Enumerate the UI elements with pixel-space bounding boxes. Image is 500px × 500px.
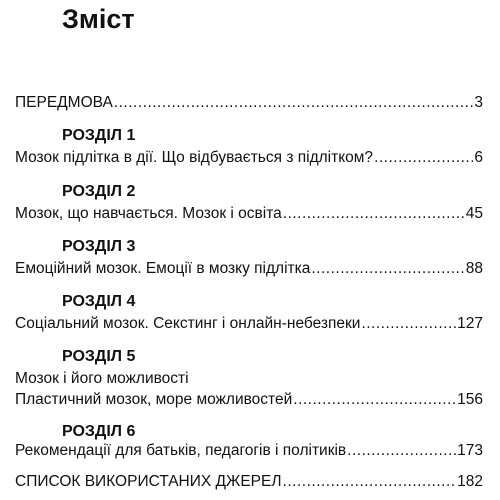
toc-entry-label: ПЕРЕДМОВА [15, 94, 113, 111]
toc-entry-label: Рекомендації для батьків, педагогів і політиків [15, 442, 347, 459]
leader-dots [283, 471, 457, 493]
section-heading-4: РОЗДІЛ 4 [62, 293, 136, 310]
toc-entry-label: Мозок і його можливості [15, 370, 189, 387]
toc-entry-preface[interactable] [15, 92, 483, 114]
toc-entry-section-5[interactable] [15, 389, 483, 411]
toc-entry-section-2[interactable] [15, 203, 483, 225]
section-heading-1: РОЗДІЛ 1 [62, 127, 136, 144]
toc-page-number: 173 [457, 442, 483, 459]
toc-entry-section-5-subtitle [15, 368, 483, 390]
toc-entry-section-3[interactable] [15, 258, 483, 280]
leader-dots [361, 313, 456, 335]
leader-dots [283, 203, 465, 225]
toc-page-number: 6 [474, 149, 483, 166]
toc-entry-label: Мозок підлітка в дії. Що відбувається з підлітком? [15, 149, 374, 166]
leader-dots [293, 389, 456, 411]
toc-entry-label: Пластичний мозок, море можливостей [15, 391, 293, 408]
toc-page-number: 3 [474, 94, 483, 111]
section-heading-5: РОЗДІЛ 5 [62, 348, 136, 365]
leader-dots [114, 92, 474, 114]
toc-entry-label: Мозок, що навчається. Мозок і освіта [15, 205, 282, 222]
toc-entry-section-4[interactable] [15, 313, 483, 335]
leader-dots [374, 147, 473, 169]
toc-entry-bibliography[interactable] [15, 471, 483, 493]
toc-page-number: 182 [457, 473, 483, 490]
section-heading-6: РОЗДІЛ 6 [62, 423, 136, 440]
page-title: Зміст [62, 4, 135, 34]
section-heading-3: РОЗДІЛ 3 [62, 238, 136, 255]
toc-entry-label: Соціальний мозок. Секстинг і онлайн-небезпеки [15, 315, 361, 332]
toc-entry-section-1[interactable] [15, 147, 483, 169]
toc-page-number: 127 [457, 315, 483, 332]
leader-dots [347, 440, 456, 462]
leader-dots [311, 258, 464, 280]
section-heading-2: РОЗДІЛ 2 [62, 183, 136, 200]
toc-entry-label: Емоційний мозок. Емоції в мозку підлітка [15, 260, 311, 277]
toc-entry-section-6[interactable] [15, 440, 483, 462]
toc-entry-label: СПИСОК ВИКОРИСТАНИХ ДЖЕРЕЛ [15, 473, 282, 490]
toc-page-number: 45 [465, 205, 483, 222]
toc-page-number: 88 [465, 260, 483, 277]
toc-page-number: 156 [457, 391, 483, 408]
